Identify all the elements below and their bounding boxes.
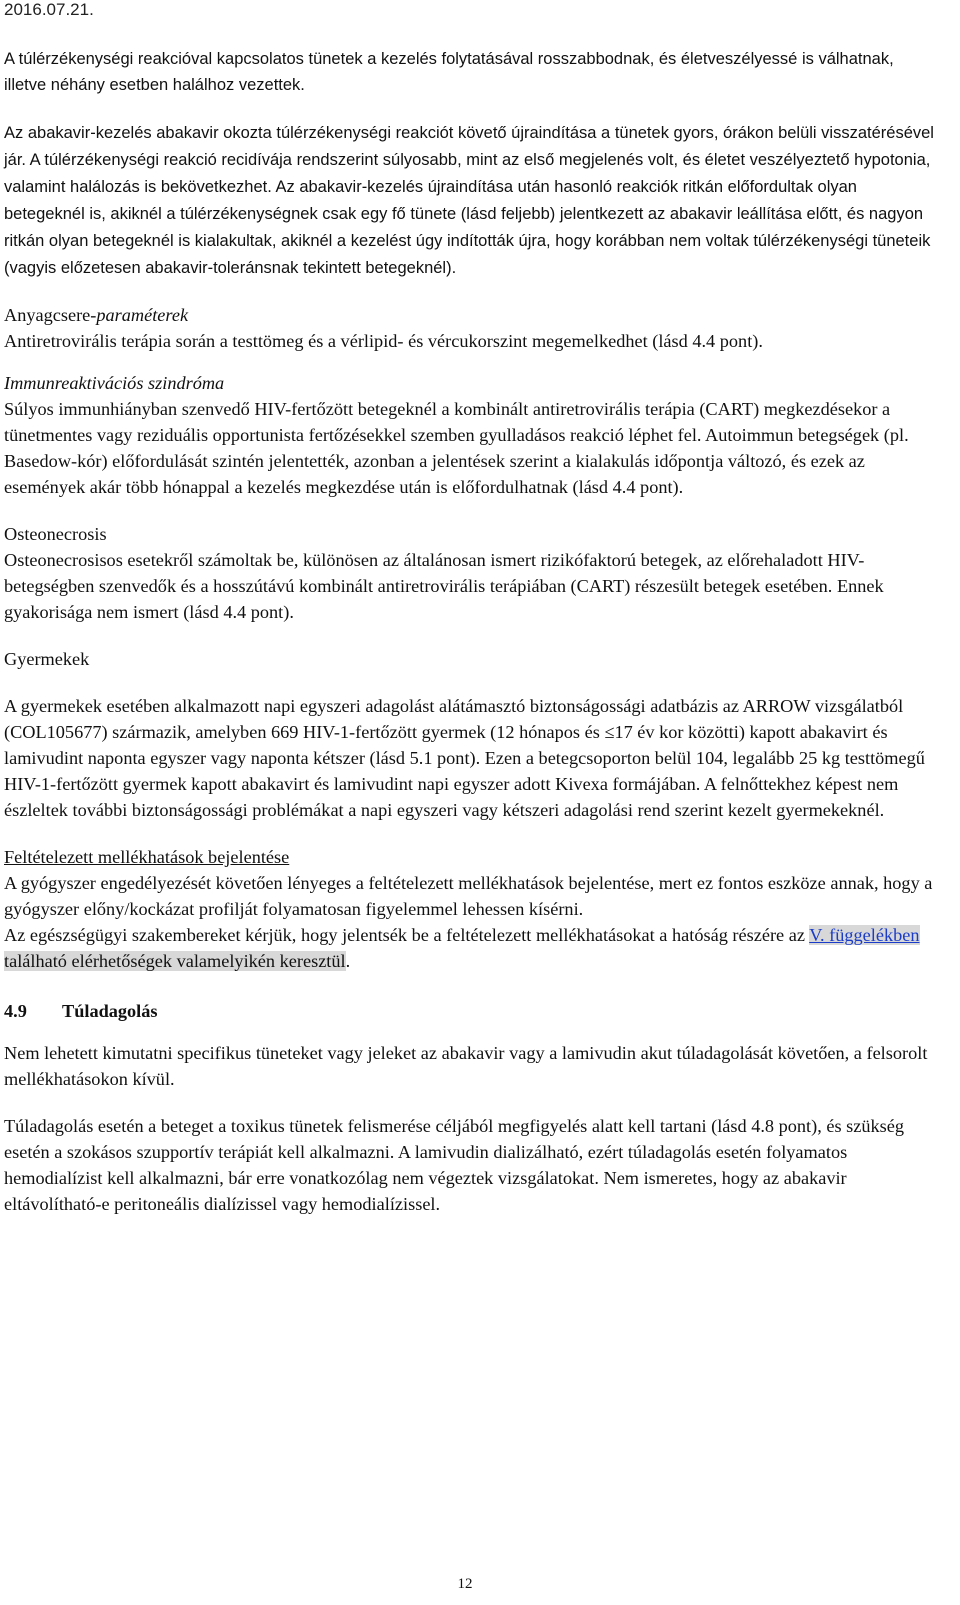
paragraph-hypersensitivity-worsening: A túlérzékenységi reakcióval kapcsolatos tünetek a kezelés folytatásával rosszabbodnak, és életveszélyessé is válhatnak, illetve néhány esetben halálhoz vezettek. [4,50,894,94]
children-heading: Gyermekek [4,649,90,669]
page-number: 12 [457,1576,473,1592]
metabolic-body: Antiretrovirális terápia során a testtömeg és a vérlipid- és vércukorszint megemelkedhet (lásd 4.4 pont). [4,331,763,351]
section-overdose-heading [4,998,938,1024]
document-body [4,46,938,1217]
immune-reconstitution-body: Súlyos immunhiányban szenvedő HIV-fertőzött betegeknél a kombinált antiretrovirális terápia (CART) megkezdésekor a tünetmentes vagy reziduális opportunista fertőzésekkel szemben gyulladásos reakció léphet fel. Autoimmun betegségek (pl. Basedow-kór) előfordulását szintén jelentették, azonban a jelentések szerint a kialakulás időpontja változó, és ezek az események akár több hónappal a kezelés megkezdése után is előfordulhatnak (lásd 4.4 pont). [4,399,909,497]
adverse-reporting-text-a: Az egészségügyi szakembereket kérjük, hogy jelentsék be a feltételezett mellékhatásokat a hatóság részére az [4,925,810,945]
reinitiation-text-b: Az abakavir-kezelés újraindítása után hasonló reakciók ritkán előfordultak olyan betegeknél is, akiknél a túlérzékenységnek csak egy fő tünete (lásd feljebb) jelentkezett az abakavir leállítása előtt, és nagyon ritkán olyan betegeknél is kialakultak, akiknél a kezelést úgy indították újra, hogy korábban nem voltak túlérzékenységi tüneteik (vagyis előzetesen abakavir-toleránsnak tekintett betegeknél). [4,178,931,277]
overdose-paragraph-1: Nem lehetett kimutatni specifikus tüneteket vagy jeleket az abakavir vagy a lamivudin akut túladagolását követően, a felsorolt mellékhatásokon kívül. [4,1043,928,1089]
section-number: 4.9 [4,1001,27,1021]
immune-reconstitution-heading: Immunreaktivációs szindróma [4,373,225,393]
metabolic-heading-italic: paraméterek [96,305,189,325]
adverse-reporting-body-2 [4,922,938,974]
children-body: A gyermekek esetében alkalmazott napi egyszeri adagolást alátámasztó biztonságossági adatbázis az ARROW vizsgálatból (COL105677) származik, amelyben 669 HIV-1-fertőzött gyermek (12 hónapos és ≤17 év kor közötti) kapott abakavirt és lamivudint naponta egyszer vagy naponta kétszer (lásd 5.1 pont). Ezen a betegcsoporton belül 104, legalább 25 kg testtömegű HIV-1-fertőzött gyermek kapott abakavirt és lamivudint napi egyszer adott Kivexa formájában. A felnőttekhez képest nem észleltek további biztonságossági problémákat a napi egyszeri vagy kétszeri adagolási rend szerint kezelt gyermekeknél. [4,696,925,820]
document-date: 2016.07.21. [4,0,94,19]
adverse-reporting-heading: Feltételezett mellékhatások bejelentése [4,847,290,867]
adverse-reporting-body-1: A gyógyszer engedélyezését követően lényeges a feltételezett mellékhatások bejelentése, mert ez fontos eszköze annak, hogy a gyógyszer előny/kockázat profilját folyamatosan figyelemmel lehessen kísérni. [4,873,933,919]
paragraph-reinitiation [4,119,938,281]
reinitiation-text-a: Az abakavir-kezelés abakavir okozta túlérzékenységi reakciót követő újraindítása a tünetek gyors, órákon belüli visszatérésével jár. A túlérzékenységi reakció recidívája rendszerint súlyosabb, mint az első megjelenés volt, és életet veszélyeztető hypotonia, valamint halálozás is bekövetkezhet. [4,124,934,196]
metabolic-heading-plain: Anyagcsere- [4,305,97,325]
metabolic-heading [4,302,938,328]
osteonecrosis-heading: Osteonecrosis [4,524,107,544]
osteonecrosis-body: Osteonecrosisos esetekről számoltak be, különösen az általánosan ismert rizikófaktorú betegek, az előrehaladott HIV-betegségben szenvedők és a hosszútávú kombinált antiretrovirális terápiában (CART) részesült betegek esetében. Ennek gyakorisága nem ismert (lásd 4.4 pont). [4,550,884,622]
section-title: Túladagolás [62,1001,158,1021]
adverse-reporting-text-b: található elérhetőségek valamelyikén keresztül [4,951,346,971]
adverse-reporting-text-c: . [345,951,351,971]
appendix-v-link[interactable]: V. függelékben [809,925,920,945]
overdose-paragraph-2: Túladagolás esetén a beteget a toxikus tünetek felismerése céljából megfigyelés alatt kell tartani (lásd 4.8 pont), és szükség esetén a szokásos szupportív terápiát kell alkalmazni. A lamivudin dializálható, ezért túladagolás esetén folyamatos hemodialízist kell alkalmazni, bár erre vonatkozólag nem végeztek vizsgálatokat. Nem ismeretes, hogy az abakavir eltávolítható-e peritoneális dialízissel vagy hemodialízissel. [4,1116,905,1214]
